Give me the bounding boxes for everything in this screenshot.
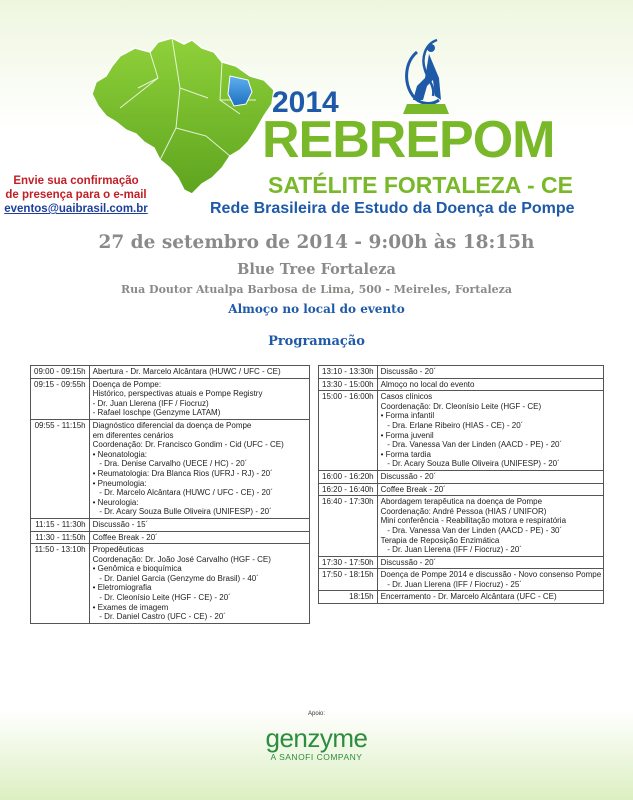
schedule-session [89, 531, 309, 544]
schedule-time: 09:00 - 09:15h [31, 366, 90, 379]
schedule-row [319, 483, 604, 496]
schedule-session [377, 391, 604, 471]
rsvp-line-1: Envie sua confirmação [13, 175, 139, 187]
network-name: Rede Brasileira de Estudo da Doença de Pompe [210, 200, 575, 217]
session-line: Discussão - 15´ [92, 519, 149, 529]
session-line: • Forma tardia [380, 449, 431, 459]
session-line: Discussão - 20´ [380, 471, 437, 481]
session-line: - Dra. Vanessa Van der Linden (AACD - PE) - 20´ [380, 440, 563, 450]
schedule-session [89, 366, 309, 379]
session-line: - Dr. Juan Llerena (IFF / Fiocruz) - 20´ [380, 545, 522, 555]
session-line: - Dr. Juan Llerena (IFF / Fiocruz) [92, 398, 209, 408]
event-lunch-note: Almoço no local do evento [228, 302, 405, 316]
session-line: - Dr. Marcelo Alcântara (HUWC / UFC - CE) - 20´ [92, 488, 274, 498]
schedule-session [377, 496, 604, 557]
schedule-time: 16:40 - 17:30h [319, 496, 378, 557]
schedule-time: 13:10 - 13:30h [319, 366, 378, 379]
schedule-row [31, 366, 310, 379]
sponsor-tagline: A SANOFI COMPANY [270, 752, 363, 762]
schedule-time: 13:30 - 15:00h [319, 378, 378, 391]
schedule-row [319, 391, 604, 471]
session-line: Coordenação: Dr. Cleonísio Leite (HGF - CE) [380, 401, 542, 411]
session-line: - Dra. Vanessa Van der Linden (AACD - PE) - 30´ [380, 525, 563, 535]
schedule-session [377, 591, 604, 604]
session-line: Terapia de Reposição Enzimática [380, 535, 500, 545]
schedule-time: 11:50 - 13:10h [31, 544, 90, 624]
schedule-session [89, 378, 309, 419]
schedule-time: 11:15 - 11:30h [31, 518, 90, 531]
schedule-time: 16:20 - 16:40h [319, 483, 378, 496]
schedule-row [319, 366, 604, 379]
session-line: - Rafael Ioschpe (Genzyme LATAM) [92, 408, 221, 418]
session-line: • Exames de imagem [92, 602, 169, 612]
session-line: Mini conferência - Reabilitação motora e respiratória [380, 516, 567, 526]
schedule-row [31, 419, 310, 518]
session-line: - Dr. Daniel Garcia (Genzyme do Brasil) - 40´ [92, 573, 259, 583]
sponsor-label: Apoio: [307, 711, 325, 717]
session-line: • Forma infantil [380, 411, 435, 421]
schedule-table-afternoon [318, 365, 604, 604]
session-line: Coordenação: Dr. Francisco Gondim - Cid (UFC - CE) [92, 440, 284, 450]
session-line: Abertura - Dr. Marcelo Alcântara (HUWC / UFC - CE) [92, 367, 281, 376]
session-line: Discussão - 20´ [380, 367, 437, 376]
session-line: Abordagem terapêutica na doença de Pompe [380, 497, 543, 507]
session-line: Casos clínicos [380, 392, 433, 402]
event-year: 2014 [272, 86, 339, 119]
rsvp-email-link[interactable]: eventos@uaibrasil.com.br [4, 203, 148, 215]
session-line: Coffee Break - 20´ [380, 484, 446, 494]
session-line: • Neurologia: [92, 497, 139, 507]
schedule-row [31, 378, 310, 419]
schedule-row [31, 518, 310, 531]
session-line: Coffee Break - 20´ [92, 532, 158, 542]
session-line: - Dra. Denise Carvalho (UECE / HC) - 20´ [92, 459, 248, 469]
schedule-time: 17:30 - 17:50h [319, 556, 378, 569]
schedule-left-body [31, 366, 310, 624]
session-line: Diagnóstico diferencial da doença de Pompe [92, 420, 252, 430]
session-line: • Pneumologia: [92, 478, 147, 488]
program-heading: Programação [268, 334, 365, 349]
schedule-session [377, 470, 604, 483]
session-line: em diferentes cenários [92, 430, 174, 440]
schedule-row [319, 591, 604, 604]
session-line: Doença de Pompe 2014 e discussão - Novo consenso Pompe [380, 570, 602, 580]
sponsor-logo-genzyme: genzyme [265, 723, 368, 753]
schedule-session [89, 419, 309, 518]
session-line: - Dr. Acary Souza Bulle Oliveira (UNIFESP) - 20´ [380, 459, 560, 469]
session-line: - Dr. Juan Llerena (IFF / Fiocruz) - 25´ [380, 579, 522, 589]
session-line: Propedêuticas [92, 545, 144, 555]
session-line: - Dr. Daniel Castro (UFC - CE) - 20´ [92, 612, 226, 622]
event-address: Rua Doutor Atualpa Barbosa de Lima, 500 - Meireles, Fortaleza [120, 283, 513, 296]
schedule-row [319, 378, 604, 391]
schedule-session [377, 483, 604, 496]
event-subtitle: SATÉLITE FORTALEZA - CE [268, 172, 573, 198]
schedule-row [319, 569, 604, 591]
rsvp-notice [2, 170, 150, 222]
event-venue: Blue Tree Fortaleza [237, 261, 396, 278]
session-line: • Genômica e bioquímica [92, 564, 182, 574]
session-line: Encerramento - Dr. Marcelo Alcântara (UFC - CE) [380, 592, 557, 602]
session-line: • Reumatologia: Dra Blanca Rios (UFRJ - RJ) - 20´ [92, 468, 273, 478]
schedule-session [377, 556, 604, 569]
session-line: Histórico, perspectivas atuais e Pompe Registry [92, 389, 263, 399]
session-line: • Forma juvenil [380, 430, 434, 440]
schedule-time: 17:50 - 18:15h [319, 569, 378, 591]
rsvp-line-2: de presença para o e-mail [5, 189, 147, 201]
session-line: • Eletromiografia [92, 583, 152, 593]
schedule-session [89, 518, 309, 531]
schedule-row [319, 496, 604, 557]
schedule-row [319, 556, 604, 569]
session-line: - Dr. Cleonísio Leite (HGF - CE) - 20´ [92, 593, 231, 603]
schedule-time: 16:00 - 16:20h [319, 470, 378, 483]
session-line: • Neonatologia: [92, 449, 148, 459]
schedule-session [377, 378, 604, 391]
session-line: Coordenação: André Pessoa (HIAS / UNIFOR) [380, 506, 547, 516]
schedule-time: 11:30 - 11:50h [31, 531, 90, 544]
session-line: - Dra. Erlane Ribeiro (HIAS - CE) - 20´ [380, 420, 524, 430]
schedule-row [319, 470, 604, 483]
schedule-session [377, 569, 604, 591]
session-line: Almoço no local do evento [380, 379, 475, 389]
schedule-time: 09:55 - 11:15h [31, 419, 90, 518]
event-brand-title: REBREPOM [262, 111, 555, 169]
schedule-row [31, 531, 310, 544]
session-line: - Dr. Acary Souza Bulle Oliveira (UNIFESP) - 20´ [92, 507, 272, 517]
schedule-session [89, 544, 309, 624]
schedule-row [31, 544, 310, 624]
rebrepom-statue-logo-icon [395, 34, 455, 120]
schedule-time: 18:15h [319, 591, 378, 604]
schedule-session [377, 366, 604, 379]
session-line: Coordenação: Dr. João José Carvalho (HGF - CE) [92, 554, 271, 564]
event-date-time: 27 de setembro de 2014 - 9:00h às 18:15h [98, 232, 535, 253]
session-line: Discussão - 20´ [380, 557, 437, 567]
schedule-table-morning [30, 365, 310, 624]
schedule-right-body [319, 366, 604, 604]
session-line: Doença de Pompe: [92, 379, 162, 389]
schedule-time: 09:15 - 09:55h [31, 378, 90, 419]
schedule-time: 15:00 - 16:00h [319, 391, 378, 471]
